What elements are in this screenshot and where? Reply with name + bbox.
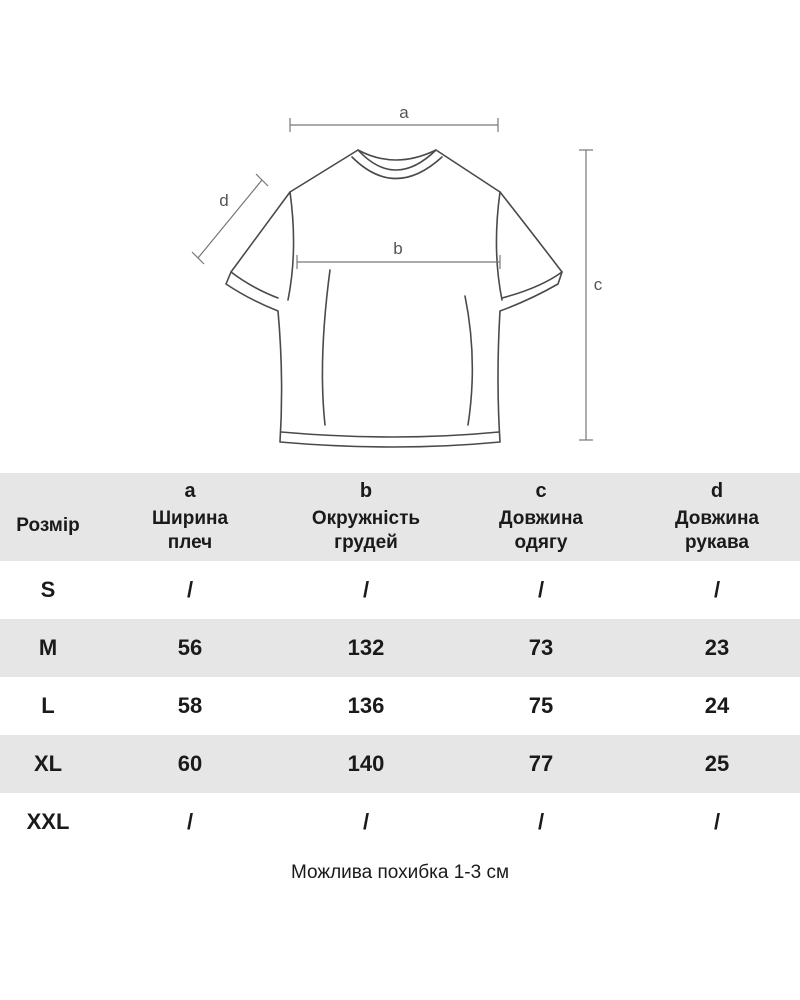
measurement-guides	[192, 118, 593, 440]
header-size-label: Розмір	[16, 515, 80, 536]
header-col-a	[96, 473, 284, 561]
header-name: Довжина рукава	[675, 508, 759, 553]
table-header-row	[0, 473, 800, 561]
dimension-label-c: c	[593, 275, 603, 294]
table-row	[0, 735, 800, 793]
value-cell: 23	[704, 635, 730, 660]
header-name: Окружність грудей	[311, 508, 421, 553]
size-cell: M	[38, 635, 58, 660]
value-cell: /	[362, 809, 370, 834]
size-cell: L	[41, 693, 55, 718]
value-cell: 25	[704, 751, 730, 776]
header-name: Довжина одягу	[499, 508, 583, 553]
value-cell: /	[537, 577, 545, 602]
value-cell: 132	[347, 635, 385, 660]
value-cell: 140	[347, 751, 385, 776]
value-cell: /	[713, 809, 721, 834]
size-table	[0, 473, 800, 851]
header-col-c	[448, 473, 634, 561]
value-cell: 77	[528, 751, 554, 776]
tshirt-measurement-diagram	[0, 0, 800, 470]
size-cell: S	[40, 577, 56, 602]
header-letter: d	[710, 480, 724, 502]
value-cell: 58	[177, 693, 203, 718]
value-cell: 136	[347, 693, 385, 718]
value-cell: 24	[704, 693, 730, 718]
header-letter: c	[535, 480, 547, 502]
dimension-label-a: a	[399, 103, 409, 122]
value-cell: 75	[528, 693, 554, 718]
table-row	[0, 793, 800, 851]
value-cell: 56	[177, 635, 203, 660]
size-cell: XXL	[26, 809, 70, 834]
value-cell: /	[537, 809, 545, 834]
size-cell: XL	[33, 751, 63, 776]
header-col-d	[634, 473, 800, 561]
tshirt-outline	[226, 150, 562, 447]
value-cell: /	[713, 577, 721, 602]
dimension-label-b: b	[393, 239, 403, 258]
header-col-b	[284, 473, 448, 561]
table-row	[0, 561, 800, 619]
header-letter: a	[184, 480, 196, 502]
header-letter: b	[359, 480, 373, 502]
value-cell: 60	[177, 751, 203, 776]
measurement-tolerance-note: Можлива похибка 1-3 см	[290, 862, 510, 883]
value-cell: /	[362, 577, 370, 602]
table-row	[0, 677, 800, 735]
header-name: Ширина плеч	[151, 508, 229, 553]
table-row	[0, 619, 800, 677]
value-cell: 73	[528, 635, 554, 660]
header-size	[0, 473, 96, 561]
value-cell: /	[186, 577, 194, 602]
value-cell: /	[186, 809, 194, 834]
dimension-label-d: d	[219, 191, 229, 210]
